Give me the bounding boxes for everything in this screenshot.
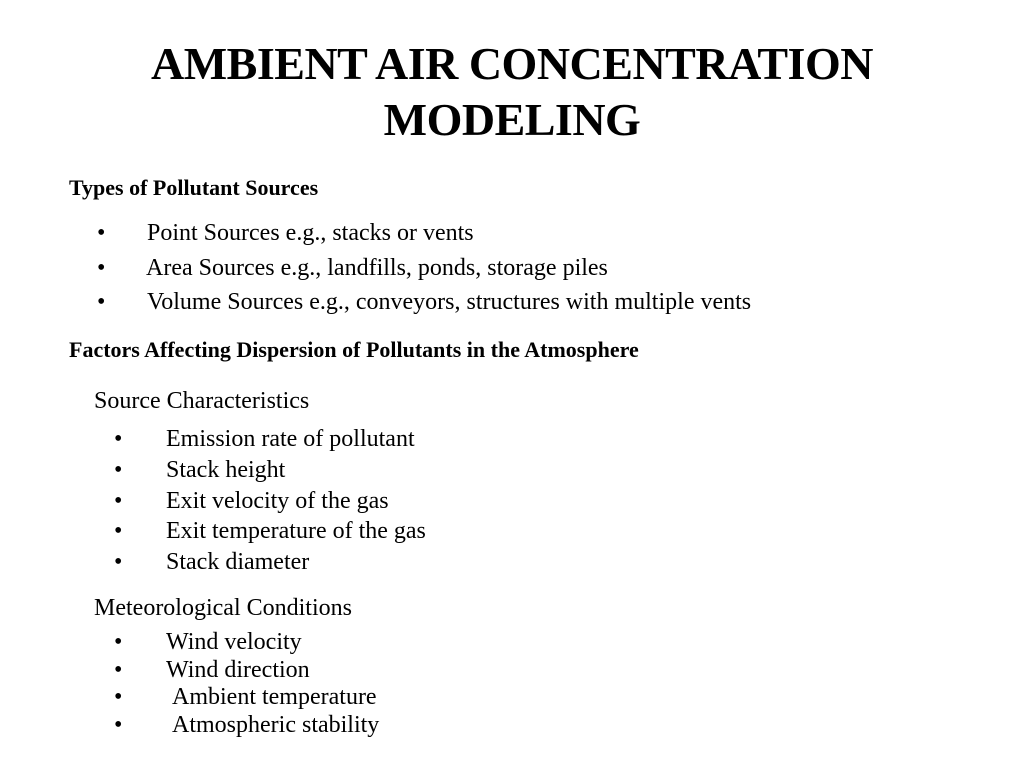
list-item	[114, 684, 379, 712]
types-heading: Types of Pollutant Sources	[69, 175, 319, 200]
bullet: •	[114, 549, 123, 576]
source-item-text: Exit velocity of the gas	[166, 487, 389, 514]
bullet: •	[114, 487, 123, 514]
list-item	[114, 547, 426, 578]
source-characteristics-heading: Source Characteristics	[94, 388, 310, 414]
types-list	[97, 216, 751, 320]
list-item	[114, 629, 379, 657]
list-item	[114, 486, 426, 517]
bullet: •	[97, 289, 106, 315]
met-item-text: Atmospheric stability	[172, 711, 380, 738]
types-item-text: Volume Sources e.g., conveyors, structures with multiple vents	[147, 289, 752, 315]
list-item	[97, 216, 751, 251]
list-item	[114, 657, 379, 685]
bullet: •	[97, 254, 106, 281]
meteorological-list	[114, 629, 379, 739]
list-item	[97, 251, 751, 286]
bullet: •	[114, 711, 123, 738]
list-item	[114, 516, 426, 547]
list-item	[114, 424, 426, 455]
types-item-text: Point Sources e.g., stacks or vents	[147, 220, 474, 246]
list-item	[97, 285, 751, 320]
list-item	[114, 712, 379, 740]
meteorological-conditions-heading: Meteorological Conditions	[94, 595, 352, 621]
met-item-text: Wind direction	[166, 656, 310, 683]
source-item-text: Stack diameter	[166, 549, 310, 576]
bullet: •	[114, 629, 123, 655]
title-line-2: MODELING	[383, 94, 641, 145]
bullet: •	[114, 426, 123, 452]
met-item-text: Ambient temperature	[172, 684, 377, 710]
source-item-text: Stack height	[166, 456, 286, 483]
met-item-text: Wind velocity	[166, 629, 302, 655]
source-list	[114, 424, 426, 578]
bullet: •	[114, 656, 123, 683]
bullet: •	[114, 518, 123, 545]
slide-title	[0, 36, 1024, 148]
types-item-text: Area Sources e.g., landfills, ponds, storage piles	[146, 254, 608, 281]
title-line-1: AMBIENT AIR CONCENTRATION	[151, 38, 873, 89]
source-item-text: Emission rate of pollutant	[166, 426, 415, 452]
list-item	[114, 455, 426, 486]
bullet: •	[114, 684, 123, 710]
source-item-text: Exit temperature of the gas	[166, 518, 426, 545]
bullet: •	[114, 456, 123, 483]
factors-heading: Factors Affecting Dispersion of Pollutants in the Atmosphere	[69, 337, 639, 362]
bullet: •	[97, 220, 106, 246]
